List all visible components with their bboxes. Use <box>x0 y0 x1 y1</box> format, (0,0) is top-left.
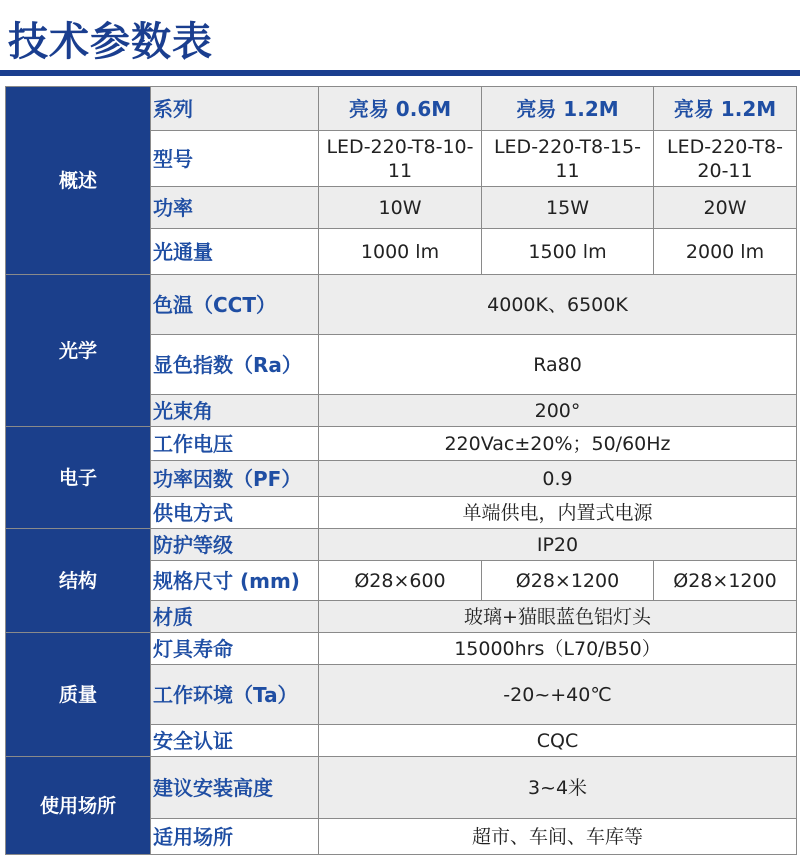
label-cct: 色温（CCT） <box>151 275 319 335</box>
supply-value: 单端供电，内置式电源 <box>319 497 797 529</box>
flux-cell: 1000 lm <box>319 229 482 275</box>
venue-value: 超市、车间、车库等 <box>319 819 797 855</box>
label-size: 规格尺寸 (mm) <box>151 561 319 601</box>
ip-value: IP20 <box>319 529 797 561</box>
power-cell: 20W <box>654 187 797 229</box>
ambient-value: -20~+40℃ <box>319 665 797 725</box>
cct-value: 4000K、6500K <box>319 275 797 335</box>
size-cell: Ø28×1200 <box>654 561 797 601</box>
label-cri: 显色指数（Ra） <box>151 335 319 395</box>
beam-value: 200° <box>319 395 797 427</box>
label-venue: 适用场所 <box>151 819 319 855</box>
power-cell: 15W <box>482 187 654 229</box>
size-cell: Ø28×1200 <box>482 561 654 601</box>
section-usage: 使用场所 <box>6 757 151 855</box>
label-flux: 光通量 <box>151 229 319 275</box>
section-optics: 光学 <box>6 275 151 427</box>
flux-cell: 2000 lm <box>654 229 797 275</box>
power-cell: 10W <box>319 187 482 229</box>
label-pf: 功率因数（PF） <box>151 461 319 497</box>
label-supply: 供电方式 <box>151 497 319 529</box>
label-ip: 防护等级 <box>151 529 319 561</box>
cert-value: CQC <box>319 725 797 757</box>
section-electronics: 电子 <box>6 427 151 529</box>
title-divider <box>0 70 800 76</box>
table-row <box>6 757 797 819</box>
table-row <box>6 633 797 665</box>
label-cert: 安全认证 <box>151 725 319 757</box>
label-model: 型号 <box>151 131 319 187</box>
section-quality: 质量 <box>6 633 151 757</box>
label-voltage: 工作电压 <box>151 427 319 461</box>
table-row <box>6 427 797 461</box>
spec-table <box>5 86 797 855</box>
voltage-value: 220Vac±20%；50/60Hz <box>319 427 797 461</box>
model-cell: LED-220-T8-15-11 <box>482 131 654 187</box>
series-cell: 亮易 0.6M <box>319 87 482 131</box>
model-cell: LED-220-T8-10-11 <box>319 131 482 187</box>
table-row <box>6 529 797 561</box>
label-power: 功率 <box>151 187 319 229</box>
table-row <box>6 87 797 131</box>
label-life: 灯具寿命 <box>151 633 319 665</box>
label-material: 材质 <box>151 601 319 633</box>
height-value: 3~4米 <box>319 757 797 819</box>
section-overview: 概述 <box>6 87 151 275</box>
flux-cell: 1500 lm <box>482 229 654 275</box>
section-structure: 结构 <box>6 529 151 633</box>
size-cell: Ø28×600 <box>319 561 482 601</box>
page-title: 技术参数表 <box>8 19 213 65</box>
table-row <box>6 275 797 335</box>
material-value: 玻璃+猫眼蓝色铝灯头 <box>319 601 797 633</box>
model-cell: LED-220-T8-20-11 <box>654 131 797 187</box>
label-ambient: 工作环境（Ta） <box>151 665 319 725</box>
label-height: 建议安装高度 <box>151 757 319 819</box>
label-series: 系列 <box>151 87 319 131</box>
series-cell: 亮易 1.2M <box>482 87 654 131</box>
life-value: 15000hrs（L70/B50） <box>319 633 797 665</box>
cri-value: Ra80 <box>319 335 797 395</box>
pf-value: 0.9 <box>319 461 797 497</box>
label-beam: 光束角 <box>151 395 319 427</box>
series-cell: 亮易 1.2M <box>654 87 797 131</box>
